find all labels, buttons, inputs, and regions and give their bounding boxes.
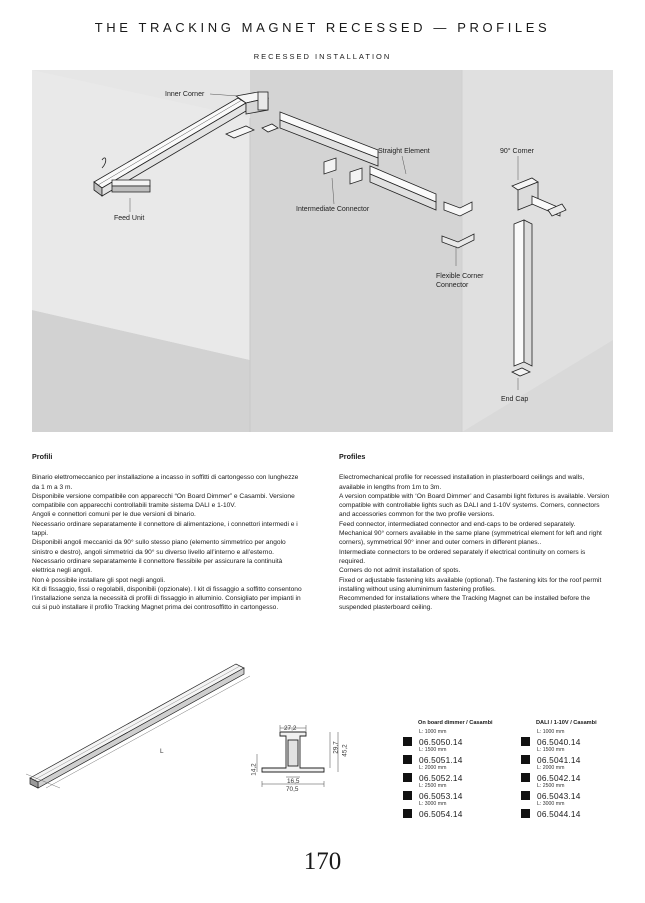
english-paragraph: Fixed or adjustable fastening kits available (optional). The fastening kits for the roof permit installing without using aluminimum fastening profiles. [339,576,602,593]
length-text: L: 3000 mm [419,801,447,807]
label-feed-unit: Feed Unit [114,215,145,222]
code-swatch [521,773,530,782]
code-row [403,736,513,747]
code-swatch [403,809,412,818]
dim-total-height: 45,2 [341,744,349,757]
page-title: THE TRACKING MAGNET RECESSED — PROFILES [94,20,551,35]
vertical-track [514,220,532,366]
codes-heading: DALI / 1-10V / Casambi [536,720,597,726]
length-text: L: 2000 mm [537,765,565,771]
label-flexible-corner-connector: Connector [436,282,469,289]
label-inner-corner: Inner Corner [165,91,205,98]
product-code: 06.5051.14 [419,754,463,765]
length-text: L: 1500 mm [419,747,447,753]
product-code: 06.5052.14 [419,772,463,783]
code-row [403,772,513,783]
english-text-column [339,452,611,613]
code-row [403,790,513,801]
italian-paragraph: Necessario ordinare separatamente il connettore flessibile per assicurare la continuità elettrica negli angoli. [32,557,283,575]
code-swatch [521,755,530,764]
product-code: 06.5043.14 [537,790,581,801]
code-swatch [403,737,412,746]
english-paragraph: Mechanical 90° corners available in the same plane (symmetrical element for left and right corners), symmetrical 90° inner and outer corners in different planes.. [339,530,602,547]
product-code: 06.5040.14 [537,736,581,747]
code-row [521,790,631,801]
length-text: L: 3000 mm [537,801,565,807]
code-row [403,808,513,819]
code-row [521,754,631,765]
italian-paragraph: Kit di fissaggio, fissi o regolabili, disponibili (opzionale). I kit di fissaggio a soffitto consentono l’installazione senza la necessità di profili di fissaggio in alluminio. Consigliato per impianti in cui si può installare il profilo Tracking Magnet prima dei controsoffitto in cartongesso. [32,585,302,612]
code-swatch [521,737,530,746]
label-end-cap: End Cap [501,396,529,403]
english-paragraph: Feed connector, intermediated connector and end-caps to be ordered separately. [339,520,576,528]
italian-paragraph: Angoli e connettori comuni per le due versioni di binario. [32,511,196,519]
code-swatch [403,755,412,764]
code-swatch [521,791,530,800]
italian-paragraph: Binario elettromeccanico per installazione a incasso in soffitti di cartongesso con lunghezze da 1 m a 3 m. [32,474,299,491]
english-paragraph: Electromechanical profile for recessed installation in plasterboard ceilings and walls, available in lengths from 1m to 3m. [339,474,585,491]
product-code: 06.5050.14 [419,736,463,747]
codes-heading: On board dimmer / Casambi [418,720,493,726]
length-label: L [160,748,164,755]
product-code: 06.5041.14 [537,754,581,765]
length-text: L: 1500 mm [537,747,565,753]
codes-onboard-casambi [403,720,513,819]
codes-dali [521,720,631,819]
dim-top-width: 27,2 [284,725,297,732]
length-text: L: 1000 mm [419,729,447,735]
length-text: L: 2000 mm [419,765,447,771]
italian-paragraph: Non è possibile installare gli spot negli angoli. [32,576,166,584]
italian-heading: Profili [32,452,53,461]
english-paragraph: Intermediate connectors to be ordered separately if electrical continuity on corners is required. [339,548,586,565]
dim-inner-width: 16,5 [287,778,300,785]
length-text: L: 1000 mm [537,729,565,735]
label-intermediate-connector: Intermediate Connector [296,206,370,213]
english-paragraph: Recommended for installations where the Tracking Magnet can be installed before the suspended plasterboard ceiling. [339,595,591,612]
profile-isometric [26,664,250,788]
product-code: 06.5042.14 [537,772,581,783]
code-swatch [403,791,412,800]
code-row [521,736,631,747]
italian-paragraph: Disponibili angoli meccanici da 90° sullo stesso piano (elemento simmetrico per angolo sinistro e destro), angoli simmetrici da 90° su diverso livello all’interno e all’esterno. [32,539,286,556]
section-subtitle: RECESSED INSTALLATION [253,52,392,61]
english-paragraph: Corners do not admit installation of spots. [339,567,461,575]
page-number: 170 [303,848,342,875]
product-code: 06.5054.14 [419,808,463,819]
label-flexible-corner: Flexible Corner [436,273,484,280]
product-code: 06.5053.14 [419,790,463,801]
length-text: L: 2500 mm [537,783,565,789]
product-code: 06.5044.14 [537,808,581,819]
label-90-corner: 90° Corner [500,148,534,155]
italian-paragraph: Necessario ordinare separatamente il connettore di alimentazione, i connettori intermedi e i tappi. [32,520,298,538]
italian-paragraph: Disponibile versione compatibile con apparecchi “On Board Dimmer” e Casambi. Versione compatibile con apparecchi controllabili tramite sistema DALI e 1-10V. [32,492,295,510]
english-heading: Profiles [339,452,366,461]
dim-total-width: 70,5 [286,786,299,793]
code-row [403,754,513,765]
length-text: L: 2500 mm [419,783,447,789]
dim-flange-height: 14,2 [250,763,258,776]
english-paragraph: A version compatible with ‘On Board Dimmer’ and Casambi light fixtures is available. Version compatible with controllable lights such as DALI and 1-10V systems. Corners, connectors and accessories common for the two profile versions. [339,492,610,519]
code-row [521,772,631,783]
code-swatch [403,773,412,782]
dim-inner-height: 29,7 [332,741,340,754]
italian-text-column [32,452,304,613]
label-straight-element: Straight Element [378,148,430,155]
installation-illustration [32,70,613,432]
code-swatch [521,809,530,818]
installation-drawing [32,70,613,432]
code-row [521,808,631,819]
